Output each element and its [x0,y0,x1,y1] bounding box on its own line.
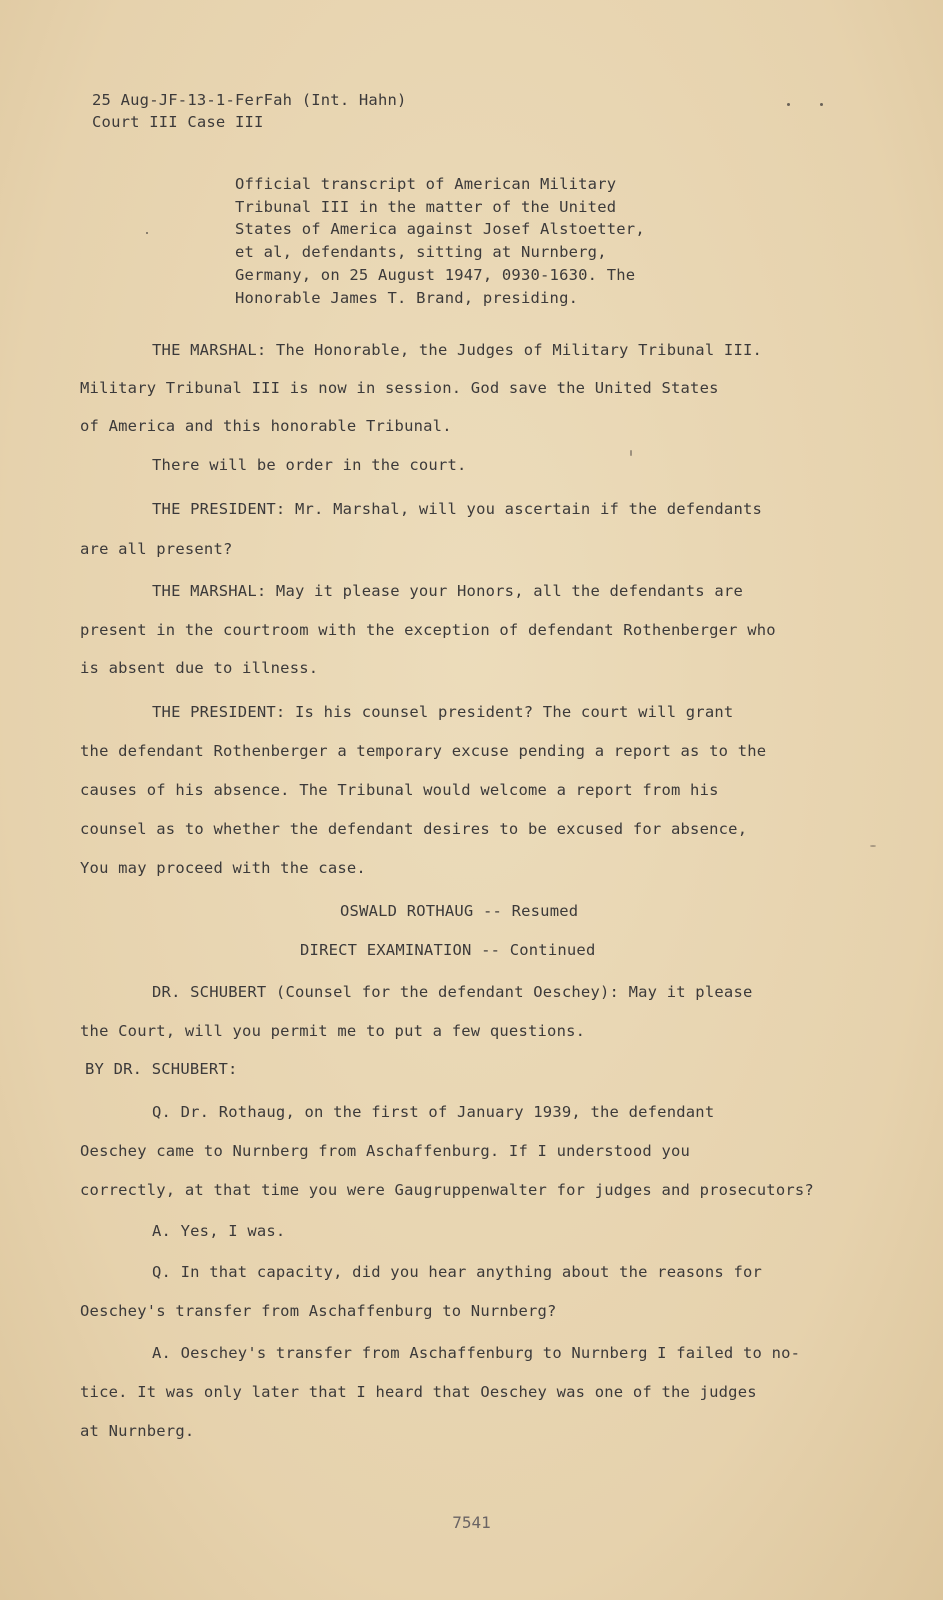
transcript-line: Military Tribunal III is now in session. God save the United States [80,379,719,397]
caption-line: States of America against Josef Alstoetter, [235,220,645,238]
transcript-line: You may proceed with the case. [80,859,366,877]
caption-line: et al, defendants, sitting at Nurnberg, [235,243,607,261]
caption-line: Official transcript of American Military [235,175,617,193]
transcript-line: of America and this honorable Tribunal. [80,417,452,435]
transcript-line: at Nurnberg. [80,1422,195,1440]
paper-speck [820,103,823,106]
marshal-statement: THE MARSHAL: May it please your Honors, all the defendants are [152,582,743,600]
president-statement: THE PRESIDENT: Mr. Marshal, will you ascertain if the defendants [152,500,763,518]
examination-heading: DIRECT EXAMINATION -- Continued [300,941,596,959]
transcript-line: counsel as to whether the defendant desires to be excused for absence, [80,820,748,838]
caption-line: Tribunal III in the matter of the United [235,198,617,216]
transcript-line: causes of his absence. The Tribunal would welcome a report from his [80,781,719,799]
question: Q. Dr. Rothaug, on the first of January 1939, the defendant [152,1103,715,1121]
transcript-line: tice. It was only later that I heard that Oeschey was one of the judges [80,1383,757,1401]
counsel-statement: DR. SCHUBERT (Counsel for the defendant Oeschey): May it please [152,983,753,1001]
transcript-line: the defendant Rothenberger a temporary excuse pending a report as to the [80,742,767,760]
transcript-line: Oeschey came to Nurnberg from Aschaffenburg. If I understood you [80,1142,691,1160]
page-number: 7541 [452,1513,491,1532]
examiner-label: BY DR. SCHUBERT: [85,1060,238,1078]
paper-speck [630,450,632,456]
header-court-line: Court III Case III [92,113,264,131]
transcript-line: present in the courtroom with the exception of defendant Rothenberger who [80,621,776,639]
transcript-line: Oeschey's transfer from Aschaffenburg to Nurnberg? [80,1302,557,1320]
transcript-line: There will be order in the court. [152,456,467,474]
paper-speck [146,232,148,234]
caption-line: Honorable James T. Brand, presiding. [235,289,579,307]
paper-speck [787,103,790,106]
transcript-line: the Court, will you permit me to put a few questions. [80,1022,586,1040]
president-statement: THE PRESIDENT: Is his counsel president? The court will grant [152,703,734,721]
answer: A. Oeschey's transfer from Aschaffenburg to Nurnberg I failed to no- [152,1344,801,1362]
witness-heading: OSWALD ROTHAUG -- Resumed [340,902,579,920]
paper-speck [870,845,876,847]
header-docket-line: 25 Aug-JF-13-1-FerFah (Int. Hahn) [92,91,407,109]
transcript-line: are all present? [80,540,233,558]
transcript-line: correctly, at that time you were Gaugruppenwalter for judges and prosecutors? [80,1181,814,1199]
question: Q. In that capacity, did you hear anything about the reasons for [152,1263,763,1281]
answer: A. Yes, I was. [152,1222,286,1240]
transcript-line: is absent due to illness. [80,659,319,677]
marshal-opening: THE MARSHAL: The Honorable, the Judges of Military Tribunal III. [152,341,763,359]
caption-line: Germany, on 25 August 1947, 0930-1630. The [235,266,636,284]
